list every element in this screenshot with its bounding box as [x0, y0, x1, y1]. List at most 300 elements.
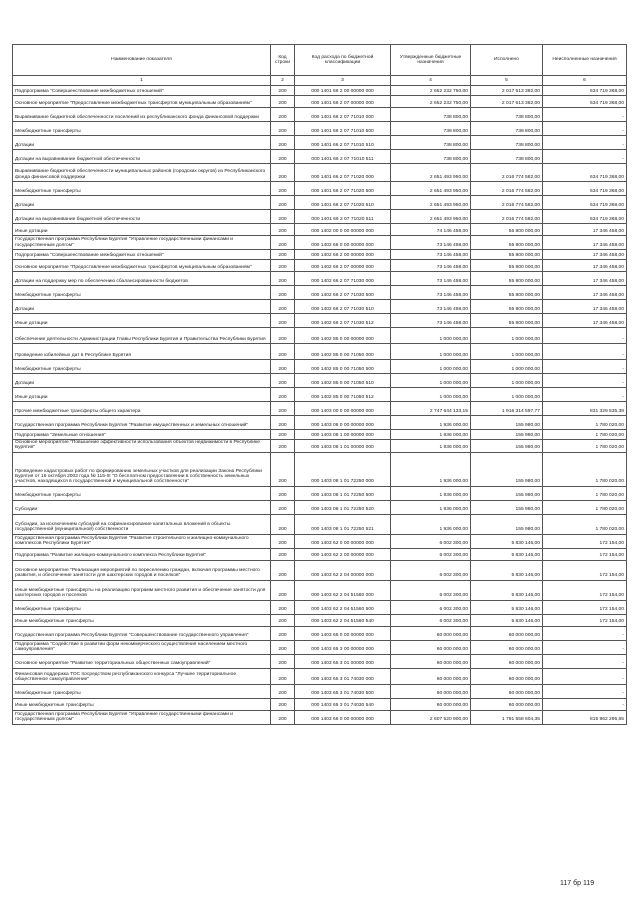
row-name-cell: Подпрограмма "Содействие в развитии форм некоммерческого осуществления населением местного самоуправления"	[13, 640, 271, 654]
row-line-code-cell: 200	[271, 150, 295, 164]
row-unexecuted-cell: 634 719 368,00	[543, 86, 627, 96]
row-approved-cell: 6 002 300,00	[391, 614, 471, 626]
row-unexecuted-cell: 172 154,00	[543, 548, 627, 560]
row-budget-code-cell: 000 1403 62 0 00 00000 000	[295, 534, 391, 548]
row-line-code-cell: 200	[271, 698, 295, 710]
row-line-code-cell: 200	[271, 374, 295, 388]
table-row	[13, 440, 627, 453]
row-executed-cell: 56 800 000,00	[471, 224, 543, 236]
table-row	[13, 96, 627, 108]
table-row	[13, 260, 627, 272]
row-approved-cell: 738 800,00	[391, 108, 471, 122]
row-line-code-cell: 200	[271, 614, 295, 626]
row-name-cell: Государственная программа Республики Бурятия "Совершенствование государственного управления"	[13, 626, 271, 640]
row-line-code-cell: 200	[271, 224, 295, 236]
row-budget-code-cell: 000 1402 66 2 00 00000 000	[295, 250, 391, 260]
table-row	[13, 344, 627, 360]
row-executed-cell: 55 800 000,00	[471, 314, 543, 328]
row-unexecuted-cell: -	[543, 328, 627, 344]
row-unexecuted-cell: -	[543, 654, 627, 668]
row-line-code-cell: 200	[271, 440, 295, 453]
header-approved: Утвержденные бюджетные назначения	[391, 45, 471, 76]
row-line-code-cell: 200	[271, 600, 295, 614]
row-budget-code-cell: 000 1403 62 2 00 00000 000	[295, 548, 391, 560]
row-unexecuted-cell: 17 346 458,00	[543, 260, 627, 272]
row-executed-cell: 5 830 146,00	[471, 614, 543, 626]
row-executed-cell: 60 000 000,00	[471, 698, 543, 710]
row-budget-code-cell: 000 1403 65 3 01 74030 500	[295, 684, 391, 698]
row-unexecuted-cell: 1 780 020,00	[543, 452, 627, 486]
row-line-code-cell: 200	[271, 640, 295, 654]
row-approved-cell: 60 000 000,00	[391, 684, 471, 698]
column-number: 5	[471, 76, 543, 86]
row-unexecuted-cell: 17 346 458,00	[543, 272, 627, 286]
table-row	[13, 314, 627, 328]
table-row	[13, 486, 627, 500]
row-name-cell: Выравнивание бюджетной обеспеченности поселений из республиканского фонда финансовой поддержки	[13, 108, 271, 122]
row-budget-code-cell: 000 1401 66 2 07 71020 000	[295, 164, 391, 182]
table-body	[13, 86, 627, 725]
row-budget-code-cell: 000 1401 66 2 07 71010 500	[295, 122, 391, 136]
row-budget-code-cell: 000 1402 66 2 07 71030 512	[295, 314, 391, 328]
row-unexecuted-cell: -	[543, 360, 627, 374]
row-unexecuted-cell: 17 346 458,00	[543, 314, 627, 328]
row-name-cell: Обеспечение деятельности Администрации Главы Республики Бурятия и Правительства Республики Бурятия	[13, 328, 271, 344]
row-approved-cell: 6 002 300,00	[391, 548, 471, 560]
row-executed-cell: 1 000 000,00	[471, 344, 543, 360]
row-unexecuted-cell: -	[543, 150, 627, 164]
table-row	[13, 452, 627, 486]
row-budget-code-cell: 000 1402 85 0 00 71050 500	[295, 360, 391, 374]
row-unexecuted-cell: -	[543, 668, 627, 684]
row-executed-cell: 155 980,00	[471, 452, 543, 486]
column-number: 3	[295, 76, 391, 86]
row-line-code-cell: 200	[271, 548, 295, 560]
row-executed-cell: 2 017 513 382,00	[471, 86, 543, 96]
row-budget-code-cell: 000 1401 66 2 07 71020 500	[295, 182, 391, 196]
row-executed-cell: 5 830 146,00	[471, 560, 543, 580]
row-budget-code-cell: 000 1403 08 1 01 72250 500	[295, 486, 391, 500]
row-unexecuted-cell: 1 780 020,00	[543, 486, 627, 500]
row-executed-cell: 60 000 000,00	[471, 684, 543, 698]
row-approved-cell: 60 000 000,00	[391, 668, 471, 684]
row-name-cell: Дотации	[13, 374, 271, 388]
row-executed-cell: 1 000 000,00	[471, 388, 543, 402]
table-row	[13, 224, 627, 236]
row-line-code-cell: 200	[271, 710, 295, 724]
row-budget-code-cell: 000 1402 66 2 07 71030 000	[295, 272, 391, 286]
row-budget-code-cell: 000 1401 66 2 07 71020 511	[295, 210, 391, 224]
row-approved-cell: 60 000 000,00	[391, 698, 471, 710]
row-unexecuted-cell: 172 154,00	[543, 614, 627, 626]
row-name-cell: Подпрограмма "Совершенствование межбюджетных отношений"	[13, 86, 271, 96]
row-executed-cell: 2 017 513 382,00	[471, 96, 543, 108]
row-name-cell: Проведение кадастровых работ по формированию земельных участков для реализации Закона Республики Бурятия от 16 октября 2002 года № 115-III "О бесплатном предоставлении в собственность земельных участков, находящихся в государственной и муниципальной собственности"	[13, 452, 271, 486]
row-budget-code-cell: 000 1401 66 2 07 71010 510	[295, 136, 391, 150]
row-budget-code-cell: 000 1402 85 0 00 71050 510	[295, 374, 391, 388]
table-row	[13, 430, 627, 440]
header-unexecuted: Неисполненные назначения	[543, 45, 627, 76]
row-executed-cell: 60 000 000,00	[471, 668, 543, 684]
row-line-code-cell: 200	[271, 360, 295, 374]
row-line-code-cell: 200	[271, 486, 295, 500]
row-approved-cell: 6 002 300,00	[391, 534, 471, 548]
row-executed-cell: 1 000 000,00	[471, 374, 543, 388]
row-executed-cell: 1 916 314 597,77	[471, 402, 543, 416]
row-approved-cell: 2 607 520 900,00	[391, 710, 471, 724]
row-approved-cell: 73 146 458,00	[391, 260, 471, 272]
row-line-code-cell: 200	[271, 300, 295, 314]
row-unexecuted-cell: -	[543, 626, 627, 640]
row-line-code-cell: 200	[271, 328, 295, 344]
row-executed-cell: 1 791 558 604,35	[471, 710, 543, 724]
row-approved-cell: 73 146 458,00	[391, 300, 471, 314]
row-name-cell: Подпрограмма "Совершенствование межбюджетных отношений"	[13, 250, 271, 260]
page-number: 117 бр 119	[560, 880, 595, 887]
row-approved-cell: 73 146 458,00	[391, 272, 471, 286]
table-row	[13, 164, 627, 182]
row-approved-cell: 74 146 458,00	[391, 224, 471, 236]
table-row	[13, 286, 627, 300]
row-approved-cell: 73 146 458,00	[391, 250, 471, 260]
row-line-code-cell: 200	[271, 210, 295, 224]
row-budget-code-cell: 000 1401 66 2 07 71010 000	[295, 108, 391, 122]
row-budget-code-cell: 000 1401 66 2 07 71010 511	[295, 150, 391, 164]
row-line-code-cell: 200	[271, 500, 295, 514]
table-row	[13, 272, 627, 286]
row-budget-code-cell: 000 1403 66 0 00 00000 000	[295, 710, 391, 724]
row-approved-cell: 60 000 000,00	[391, 654, 471, 668]
row-approved-cell: 2 651 493 950,00	[391, 164, 471, 182]
row-unexecuted-cell: 172 154,00	[543, 534, 627, 548]
row-approved-cell: 73 146 458,00	[391, 314, 471, 328]
row-budget-code-cell: 000 1403 08 0 00 00000 000	[295, 416, 391, 430]
row-executed-cell: 55 800 000,00	[471, 286, 543, 300]
row-line-code-cell: 200	[271, 236, 295, 250]
row-unexecuted-cell: 634 719 368,00	[543, 196, 627, 210]
row-line-code-cell: 200	[271, 668, 295, 684]
row-approved-cell: 2 652 232 750,00	[391, 96, 471, 108]
table-row	[13, 182, 627, 196]
table-row	[13, 122, 627, 136]
row-approved-cell: 1 000 000,00	[391, 360, 471, 374]
row-budget-code-cell: 000 1403 08 1 01 72250 521	[295, 514, 391, 534]
row-unexecuted-cell: -	[543, 108, 627, 122]
row-unexecuted-cell: 172 154,00	[543, 580, 627, 600]
column-number: 6	[543, 76, 627, 86]
row-name-cell: Основное мероприятие "Повышение эффективности использования объектов недвижимости в Республике Бурятия"	[13, 440, 271, 453]
table-row	[13, 698, 627, 710]
row-line-code-cell: 200	[271, 314, 295, 328]
row-executed-cell: 738 800,00	[471, 150, 543, 164]
table-row	[13, 514, 627, 534]
row-executed-cell: 2 016 774 582,00	[471, 196, 543, 210]
row-name-cell: Подпрограмма "Земельные отношения"	[13, 430, 271, 440]
row-name-cell: Иные межбюджетные трансферты	[13, 614, 271, 626]
row-name-cell: Государственная программа Республики Бурятия "Управление государственными финансами и государственным долгом"	[13, 710, 271, 724]
table-row	[13, 328, 627, 344]
row-unexecuted-cell: -	[543, 698, 627, 710]
row-budget-code-cell: 000 1403 08 1 01 72250 000	[295, 452, 391, 486]
row-name-cell: Основное мероприятие "Предоставление межбюджетных трансфертов муниципальным образованиям"	[13, 96, 271, 108]
row-budget-code-cell: 000 1403 62 2 04 51560 500	[295, 600, 391, 614]
row-executed-cell: 55 800 000,00	[471, 250, 543, 260]
row-approved-cell: 1 936 000,00	[391, 486, 471, 500]
row-approved-cell: 1 000 000,00	[391, 328, 471, 344]
row-name-cell: Выравнивание бюджетной обеспеченности муниципальных районов (городских округов) из Республиканского фонда финансовой поддержки	[13, 164, 271, 182]
row-line-code-cell: 200	[271, 272, 295, 286]
row-name-cell: Основное мероприятие "Реализация мероприятий по переселению граждан, включая программы местного развития, и обеспечение занятости для шахтерских городов и поселков"	[13, 560, 271, 580]
row-name-cell: Межбюджетные трансферты	[13, 600, 271, 614]
table-row	[13, 640, 627, 654]
row-approved-cell: 1 936 000,00	[391, 452, 471, 486]
table-row	[13, 300, 627, 314]
header-indicator-name: Наименование показателя	[13, 45, 271, 76]
row-executed-cell: 155 980,00	[471, 514, 543, 534]
table-row	[13, 600, 627, 614]
row-name-cell: Дотации на выравнивание бюджетной обеспеченности	[13, 210, 271, 224]
header-executed: Исполнено	[471, 45, 543, 76]
row-budget-code-cell: 000 1403 08 1 01 72250 520	[295, 500, 391, 514]
row-name-cell: Дотации	[13, 196, 271, 210]
row-line-code-cell: 200	[271, 96, 295, 108]
row-line-code-cell: 200	[271, 402, 295, 416]
table-row	[13, 614, 627, 626]
row-line-code-cell: 200	[271, 580, 295, 600]
row-approved-cell: 1 000 000,00	[391, 388, 471, 402]
row-executed-cell: 55 800 000,00	[471, 300, 543, 314]
row-unexecuted-cell: 634 719 368,00	[543, 96, 627, 108]
table-row	[13, 250, 627, 260]
table-row	[13, 560, 627, 580]
row-unexecuted-cell: 1 780 020,00	[543, 430, 627, 440]
row-executed-cell: 60 000 000,00	[471, 654, 543, 668]
table-row	[13, 374, 627, 388]
row-unexecuted-cell: 1 780 020,00	[543, 500, 627, 514]
column-number: 2	[271, 76, 295, 86]
row-budget-code-cell: 000 1402 85 0 00 00000 000	[295, 328, 391, 344]
row-budget-code-cell: 000 1403 62 2 04 51560 000	[295, 580, 391, 600]
row-budget-code-cell: 000 1402 66 0 00 00000 000	[295, 236, 391, 250]
row-name-cell: Межбюджетные трансферты	[13, 360, 271, 374]
row-budget-code-cell: 000 1403 65 3 00 00000 000	[295, 640, 391, 654]
row-line-code-cell: 200	[271, 452, 295, 486]
row-unexecuted-cell: 1 780 020,00	[543, 440, 627, 453]
table-row	[13, 402, 627, 416]
row-line-code-cell: 200	[271, 122, 295, 136]
row-line-code-cell: 200	[271, 164, 295, 182]
row-name-cell: Иные дотации	[13, 388, 271, 402]
row-budget-code-cell: 000 1403 65 3 01 74030 540	[295, 698, 391, 710]
row-executed-cell: 55 800 000,00	[471, 272, 543, 286]
row-budget-code-cell: 000 1403 00 0 00 00000 000	[295, 402, 391, 416]
row-name-cell: Проведение юбилейных дат в Республике Бурятия	[13, 344, 271, 360]
row-executed-cell: 2 016 774 582,00	[471, 210, 543, 224]
row-approved-cell: 60 000 000,00	[391, 640, 471, 654]
row-name-cell: Государственная программа Республики Бурятия "Развитие строительного и жилищно-коммунального комплексов Республики Бурятия"	[13, 534, 271, 548]
row-name-cell: Субсидии, за исключением субсидий на софинансирование капитальных вложений в объекты государственной (муниципальной) собственности	[13, 514, 271, 534]
row-approved-cell: 738 800,00	[391, 122, 471, 136]
row-unexecuted-cell: 172 154,00	[543, 600, 627, 614]
row-approved-cell: 1 936 000,00	[391, 430, 471, 440]
row-budget-code-cell: 000 1401 66 2 07 71020 510	[295, 196, 391, 210]
row-unexecuted-cell: 17 346 458,00	[543, 224, 627, 236]
row-approved-cell: 2 747 644 133,15	[391, 402, 471, 416]
row-executed-cell: 738 800,00	[471, 136, 543, 150]
row-line-code-cell: 200	[271, 654, 295, 668]
row-name-cell: Дотации на выравнивание бюджетной обеспеченности	[13, 150, 271, 164]
row-line-code-cell: 200	[271, 514, 295, 534]
row-name-cell: Межбюджетные трансферты	[13, 122, 271, 136]
row-budget-code-cell: 000 1401 66 2 00 00000 000	[295, 86, 391, 96]
row-unexecuted-cell: 17 346 458,00	[543, 300, 627, 314]
row-line-code-cell: 200	[271, 560, 295, 580]
row-approved-cell: 738 800,00	[391, 136, 471, 150]
row-name-cell: Иные межбюджетные трансферты	[13, 698, 271, 710]
row-line-code-cell: 200	[271, 260, 295, 272]
row-approved-cell: 73 146 458,00	[391, 236, 471, 250]
table-row	[13, 388, 627, 402]
row-approved-cell: 2 652 232 750,00	[391, 86, 471, 96]
table-row	[13, 210, 627, 224]
row-budget-code-cell: 000 1401 66 2 07 00000 000	[295, 96, 391, 108]
row-name-cell: Дотации	[13, 136, 271, 150]
table-row	[13, 86, 627, 96]
row-executed-cell: 155 980,00	[471, 500, 543, 514]
row-line-code-cell: 200	[271, 684, 295, 698]
table-row	[13, 548, 627, 560]
row-name-cell: Подпрограмма "Развитие жилищно-коммунального комплекса Республики Бурятия"	[13, 548, 271, 560]
table-row	[13, 236, 627, 250]
row-approved-cell: 60 000 000,00	[391, 626, 471, 640]
row-executed-cell: 155 980,00	[471, 440, 543, 453]
row-line-code-cell: 200	[271, 534, 295, 548]
header-line-code: Код строки	[271, 45, 295, 76]
row-budget-code-cell: 000 1402 66 2 07 71030 510	[295, 300, 391, 314]
column-number-row	[13, 76, 627, 86]
row-executed-cell: 60 000 000,00	[471, 640, 543, 654]
row-name-cell: Иные межбюджетные трансферты на реализацию программ местного развития и обеспечение занятости для шахтерских городов и поселков	[13, 580, 271, 600]
row-name-cell: Иные дотации	[13, 314, 271, 328]
row-line-code-cell: 200	[271, 196, 295, 210]
row-line-code-cell: 200	[271, 626, 295, 640]
row-executed-cell: 60 000 000,00	[471, 626, 543, 640]
table-row	[13, 150, 627, 164]
table-row	[13, 626, 627, 640]
row-budget-code-cell: 000 1402 00 0 00 00000 000	[295, 224, 391, 236]
table-row	[13, 580, 627, 600]
row-name-cell: Межбюджетные трансферты	[13, 182, 271, 196]
row-unexecuted-cell: -	[543, 136, 627, 150]
row-budget-code-cell: 000 1403 62 2 04 00000 000	[295, 560, 391, 580]
row-unexecuted-cell: 634 719 368,00	[543, 182, 627, 196]
row-budget-code-cell: 000 1402 85 0 00 71050 512	[295, 388, 391, 402]
row-approved-cell: 1 936 000,00	[391, 440, 471, 453]
row-name-cell: Прочие межбюджетные трансферты общего характера	[13, 402, 271, 416]
row-name-cell: Государственная программа Республики Бурятия "Управление государственными финансами и государственным долгом"	[13, 236, 271, 250]
row-executed-cell: 738 800,00	[471, 122, 543, 136]
row-executed-cell: 5 830 146,00	[471, 600, 543, 614]
row-line-code-cell: 200	[271, 250, 295, 260]
row-unexecuted-cell: 815 962 295,65	[543, 710, 627, 724]
row-line-code-cell: 200	[271, 344, 295, 360]
row-unexecuted-cell: -	[543, 344, 627, 360]
row-name-cell: Дотации	[13, 300, 271, 314]
row-unexecuted-cell: 1 780 020,00	[543, 416, 627, 430]
table-row	[13, 654, 627, 668]
row-approved-cell: 2 651 493 950,00	[391, 196, 471, 210]
table-row	[13, 416, 627, 430]
row-line-code-cell: 200	[271, 416, 295, 430]
table-row	[13, 684, 627, 698]
table-header-row	[13, 45, 627, 76]
row-line-code-cell: 200	[271, 108, 295, 122]
row-budget-code-cell: 000 1403 65 3 01 74030 000	[295, 668, 391, 684]
row-budget-code-cell: 000 1402 85 0 00 71050 000	[295, 344, 391, 360]
budget-execution-sheet	[12, 44, 626, 725]
row-name-cell: Межбюджетные трансферты	[13, 286, 271, 300]
row-name-cell: Основное мероприятие "Предоставление межбюджетных трансфертов муниципальным образованиям"	[13, 260, 271, 272]
column-number: 1	[13, 76, 271, 86]
row-line-code-cell: 200	[271, 86, 295, 96]
row-unexecuted-cell: 17 346 458,00	[543, 250, 627, 260]
table-row	[13, 196, 627, 210]
row-executed-cell: 5 830 146,00	[471, 534, 543, 548]
row-approved-cell: 1 936 000,00	[391, 500, 471, 514]
row-budget-code-cell: 000 1402 66 2 07 00000 000	[295, 260, 391, 272]
row-budget-code-cell: 000 1403 65 0 00 00000 000	[295, 626, 391, 640]
row-budget-code-cell: 000 1402 66 2 07 71030 500	[295, 286, 391, 300]
row-name-cell: Субсидии	[13, 500, 271, 514]
row-unexecuted-cell: -	[543, 374, 627, 388]
row-unexecuted-cell: 172 154,00	[543, 560, 627, 580]
row-unexecuted-cell: 17 346 458,00	[543, 236, 627, 250]
row-approved-cell: 1 936 000,00	[391, 514, 471, 534]
row-executed-cell: 55 800 000,00	[471, 236, 543, 250]
table-row	[13, 500, 627, 514]
row-unexecuted-cell: 17 346 458,00	[543, 286, 627, 300]
row-line-code-cell: 200	[271, 430, 295, 440]
row-approved-cell: 1 936 000,00	[391, 416, 471, 430]
row-budget-code-cell: 000 1403 08 1 01 00000 000	[295, 440, 391, 453]
row-executed-cell: 155 980,00	[471, 486, 543, 500]
row-approved-cell: 6 002 300,00	[391, 560, 471, 580]
row-executed-cell: 2 016 774 582,00	[471, 182, 543, 196]
row-unexecuted-cell: -	[543, 122, 627, 136]
row-unexecuted-cell: -	[543, 684, 627, 698]
row-approved-cell: 2 651 493 950,00	[391, 210, 471, 224]
row-approved-cell: 738 800,00	[391, 150, 471, 164]
row-executed-cell: 55 800 000,00	[471, 260, 543, 272]
row-executed-cell: 155 980,00	[471, 430, 543, 440]
row-name-cell: Межбюджетные трансферты	[13, 684, 271, 698]
row-budget-code-cell: 000 1403 62 2 04 51560 540	[295, 614, 391, 626]
row-executed-cell: 738 800,00	[471, 108, 543, 122]
table-row	[13, 108, 627, 122]
row-executed-cell: 1 000 000,00	[471, 360, 543, 374]
row-unexecuted-cell: -	[543, 388, 627, 402]
row-unexecuted-cell: 831 329 535,38	[543, 402, 627, 416]
row-name-cell: Основное мероприятие "Развитие территориальных общественных самоуправлений"	[13, 654, 271, 668]
row-executed-cell: 2 016 774 582,00	[471, 164, 543, 182]
row-approved-cell: 6 002 300,00	[391, 600, 471, 614]
row-name-cell: Дотации на поддержку мер по обеспечению сбалансированности бюджетов	[13, 272, 271, 286]
row-line-code-cell: 200	[271, 388, 295, 402]
header-budget-code: Код расхода по бюджетной классификации	[295, 45, 391, 76]
row-budget-code-cell: 000 1403 65 3 01 00000 000	[295, 654, 391, 668]
budget-table	[12, 44, 627, 725]
row-approved-cell: 1 000 000,00	[391, 344, 471, 360]
